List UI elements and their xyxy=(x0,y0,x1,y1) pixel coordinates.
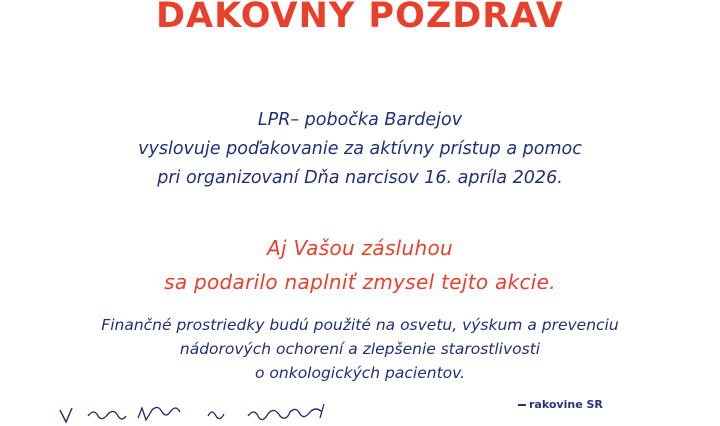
stamp-text xyxy=(518,398,603,411)
details-line-2: nádorových ochorení a zlepšenie starostlivosti xyxy=(179,340,541,358)
details-line-1: Finančné prostriedky budú použité na osvetu, výskum a prevenciu xyxy=(101,316,619,334)
details-text xyxy=(0,313,720,385)
highlight-text xyxy=(0,231,720,299)
stamp-mark xyxy=(518,404,526,406)
handwritten-signature xyxy=(58,402,418,426)
page-title: DAKOVNY POZDRAV xyxy=(156,0,564,36)
highlight-line-1: Aj Vašou zásluhou xyxy=(266,236,454,260)
intro-line-event: pri organizovaní Dňa narcisov 16. apríla 2026. xyxy=(157,168,563,188)
intro-line-thanks: vyslovuje poďakovanie za aktívny prístup a pomoc xyxy=(138,139,582,159)
stamp-label: rakovine SR xyxy=(529,398,603,411)
details-line-3: o onkologických pacientov. xyxy=(255,364,465,382)
intro-text xyxy=(0,106,720,193)
highlight-line-2: sa podarilo naplniť zmysel tejto akcie. xyxy=(164,270,556,294)
intro-line-organization: LPR– pobočka Bardejov xyxy=(257,110,463,130)
